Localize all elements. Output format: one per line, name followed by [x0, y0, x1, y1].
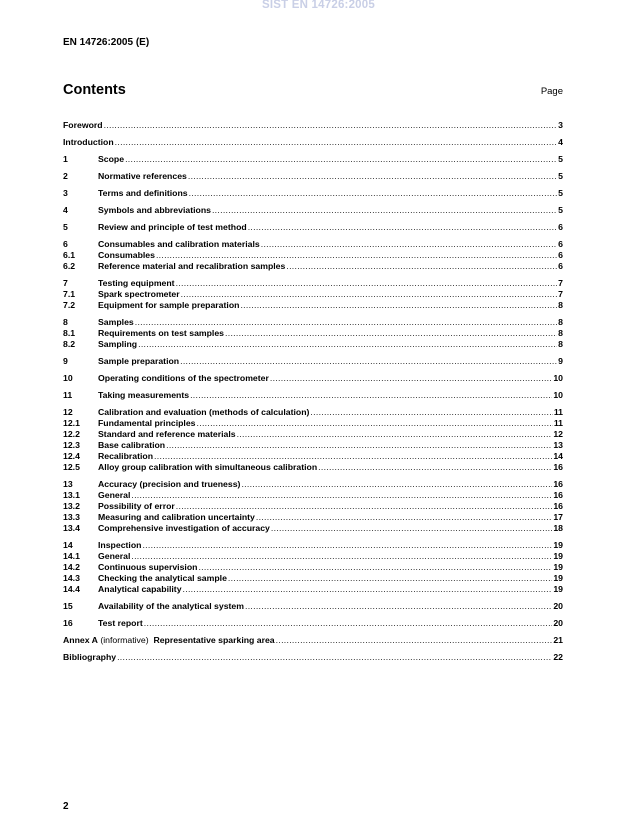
toc-entry-page: 8 — [558, 328, 563, 338]
document-id: EN 14726:2005 (E) — [63, 37, 150, 48]
toc-entry-number: 12.4 — [63, 451, 80, 461]
toc-entry-page: 14 — [553, 451, 563, 461]
toc-leader-dots — [310, 407, 552, 418]
toc-entry[interactable] — [63, 652, 563, 663]
toc-entry-number: 4 — [63, 205, 68, 215]
toc-entry-number: 15 — [63, 601, 73, 611]
toc-entry-number: 13.3 — [63, 512, 80, 522]
toc-entry[interactable] — [63, 501, 563, 512]
toc-entry-number: 13.2 — [63, 501, 80, 511]
toc-entry-number: 8.2 — [63, 339, 76, 349]
toc-leader-dots — [131, 551, 552, 562]
toc-entry-page: 9 — [558, 356, 563, 366]
toc-entry-number: 12.3 — [63, 440, 80, 450]
toc-entry-page: 8 — [558, 339, 563, 349]
toc-entry[interactable] — [63, 407, 563, 418]
toc-entry[interactable] — [63, 222, 563, 233]
toc-leader-dots — [135, 317, 557, 328]
toc-entry-title — [98, 278, 175, 289]
toc-entry[interactable] — [63, 120, 563, 131]
toc-entry-title — [98, 584, 182, 595]
toc-entry-page: 5 — [558, 188, 563, 198]
toc-entry-title — [98, 540, 141, 551]
table-of-contents — [63, 120, 563, 663]
toc-entry-title — [98, 501, 175, 512]
toc-entry-title-main: Possibility of error — [98, 501, 175, 511]
toc-entry-title-main: Availability of the analytical system — [98, 601, 244, 611]
toc-entry-title-main: Continuous supervision — [98, 562, 198, 572]
toc-leader-dots — [190, 390, 552, 401]
toc-entry-page: 6 — [558, 261, 563, 271]
toc-entry[interactable] — [63, 328, 563, 339]
toc-entry[interactable] — [63, 440, 563, 451]
toc-leader-dots — [286, 261, 557, 272]
toc-entry-page: 17 — [553, 512, 563, 522]
toc-entry-title — [98, 551, 130, 562]
toc-entry-page: 7 — [558, 278, 563, 288]
toc-leader-dots — [228, 573, 552, 584]
toc-entry-title-main: Calibration and evaluation (methods of calculation) — [98, 407, 310, 417]
toc-leader-dots — [276, 635, 553, 646]
toc-entry-title — [98, 188, 188, 199]
toc-entry-number: 13.4 — [63, 523, 80, 533]
toc-entry-title-main: Accuracy (precision and trueness) — [98, 479, 241, 489]
toc-entry-page: 10 — [553, 390, 563, 400]
toc-entry[interactable] — [63, 300, 563, 311]
toc-entry-number: 2 — [63, 171, 68, 181]
toc-entry-number: 6 — [63, 239, 68, 249]
toc-entry-title — [98, 300, 239, 311]
toc-leader-dots — [104, 120, 558, 131]
toc-entry-title-main: Analytical capability — [98, 584, 182, 594]
toc-entry-number: 3 — [63, 188, 68, 198]
toc-entry[interactable] — [63, 490, 563, 501]
toc-entry-number: 7.1 — [63, 289, 76, 299]
toc-entry-page: 16 — [553, 479, 563, 489]
toc-entry[interactable] — [63, 205, 563, 216]
toc-entry-title — [98, 250, 155, 261]
toc-entry-number: 7.2 — [63, 300, 76, 310]
toc-entry[interactable] — [63, 540, 563, 551]
toc-leader-dots — [240, 300, 557, 311]
toc-entry[interactable] — [63, 479, 563, 490]
toc-entry[interactable] — [63, 317, 563, 328]
toc-entry-page: 19 — [553, 540, 563, 550]
toc-entry-page: 21 — [553, 635, 563, 645]
toc-entry-title — [98, 328, 224, 339]
toc-leader-dots — [115, 137, 557, 148]
toc-entry-title-main: Bibliography — [63, 652, 117, 662]
toc-entry[interactable] — [63, 451, 563, 462]
toc-leader-dots — [125, 154, 557, 165]
toc-entry[interactable] — [63, 573, 563, 584]
toc-entry-title-main: Introduction — [63, 137, 114, 147]
toc-entry-title — [63, 652, 116, 663]
toc-leader-dots — [197, 418, 553, 429]
toc-entry-title — [98, 289, 180, 300]
toc-entry[interactable] — [63, 188, 563, 199]
toc-entry-title-main: Equipment for sample preparation — [98, 300, 240, 310]
toc-entry[interactable] — [63, 154, 563, 165]
toc-entry-title-main: Review and principle of test method — [98, 222, 247, 232]
toc-entry[interactable] — [63, 373, 563, 384]
toc-entry-title-main: Terms and definitions — [98, 188, 188, 198]
toc-entry-title — [98, 562, 197, 573]
toc-leader-dots — [188, 171, 557, 182]
toc-leader-dots — [248, 222, 557, 233]
toc-entry-page: 19 — [553, 551, 563, 561]
toc-leader-dots — [225, 328, 557, 339]
toc-entry-page: 12 — [553, 429, 563, 439]
toc-entry-title — [98, 618, 143, 629]
toc-entry-title-main: Operating conditions of the spectrometer — [98, 373, 269, 383]
toc-entry-title — [63, 137, 114, 148]
toc-leader-dots — [144, 618, 553, 629]
toc-entry-title-main: General — [98, 551, 131, 561]
toc-entry[interactable] — [63, 618, 563, 629]
toc-entry-title-main: Annex A — [63, 635, 98, 645]
toc-leader-dots — [154, 451, 552, 462]
page-number: 2 — [63, 801, 69, 812]
toc-leader-dots — [183, 584, 553, 595]
toc-leader-dots — [138, 339, 557, 350]
toc-entry[interactable] — [63, 239, 563, 250]
toc-entry-page: 4 — [558, 137, 563, 147]
toc-entry-title-main: Fundamental principles — [98, 418, 196, 428]
toc-entry-title — [98, 451, 153, 462]
toc-entry-page: 3 — [558, 120, 563, 130]
toc-entry[interactable] — [63, 562, 563, 573]
toc-leader-dots — [212, 205, 557, 216]
toc-entry[interactable] — [63, 523, 563, 534]
toc-entry-number: 5 — [63, 222, 68, 232]
toc-entry-number: 12.1 — [63, 418, 80, 428]
toc-entry-title — [98, 373, 269, 384]
toc-entry-number: 10 — [63, 373, 73, 383]
toc-leader-dots — [166, 440, 552, 451]
toc-entry-title-main: Normative references — [98, 171, 187, 181]
toc-entry-number: 12.2 — [63, 429, 80, 439]
toc-leader-dots — [176, 278, 558, 289]
toc-entry[interactable] — [63, 339, 563, 350]
toc-entry-page: 16 — [553, 501, 563, 511]
toc-entry-page: 19 — [553, 584, 563, 594]
toc-leader-dots — [261, 239, 557, 250]
toc-entry-title-main: Sampling — [98, 339, 138, 349]
toc-entry-title-main: Scope — [98, 154, 125, 164]
toc-entry-title-main: Symbols and abbreviations — [98, 205, 211, 215]
toc-entry-title — [98, 239, 260, 250]
toc-entry-title — [98, 440, 165, 451]
toc-entry-number: 14.1 — [63, 551, 80, 561]
toc-entry-page: 5 — [558, 205, 563, 215]
toc-entry-title — [98, 390, 189, 401]
toc-entry-page: 5 — [558, 154, 563, 164]
toc-entry-title — [98, 339, 137, 350]
toc-leader-dots — [241, 479, 552, 490]
toc-entry-number: 12.5 — [63, 462, 80, 472]
toc-leader-dots — [142, 540, 552, 551]
toc-entry-number: 11 — [63, 390, 73, 400]
toc-entry-title-main: Recalibration — [98, 451, 154, 461]
toc-entry-title-main: Measuring and calibration uncertainty — [98, 512, 255, 522]
toc-entry-title — [63, 635, 275, 646]
toc-entry[interactable] — [63, 551, 563, 562]
toc-entry-title — [98, 261, 285, 272]
toc-entry-title-main: Testing equipment — [98, 278, 175, 288]
toc-entry-title — [98, 418, 196, 429]
toc-entry-title — [98, 490, 130, 501]
toc-entry-title — [98, 356, 179, 367]
toc-entry-number: 8.1 — [63, 328, 76, 338]
toc-leader-dots — [198, 562, 552, 573]
toc-entry-number: 13.1 — [63, 490, 80, 500]
toc-leader-dots — [189, 188, 558, 199]
toc-entry-page: 6 — [558, 250, 563, 260]
toc-leader-dots — [117, 652, 552, 663]
toc-entry-title — [98, 171, 187, 182]
toc-entry[interactable] — [63, 171, 563, 182]
toc-entry-title — [63, 120, 103, 131]
toc-entry-page: 8 — [558, 317, 563, 327]
toc-leader-dots — [245, 601, 552, 612]
toc-entry[interactable] — [63, 390, 563, 401]
toc-leader-dots — [156, 250, 557, 261]
toc-entry[interactable] — [63, 289, 563, 300]
toc-entry-title-main: Base calibration — [98, 440, 166, 450]
toc-entry-page: 11 — [553, 418, 563, 428]
toc-entry-page: 18 — [553, 523, 563, 533]
toc-leader-dots — [271, 523, 552, 534]
toc-entry-number: 13 — [63, 479, 73, 489]
toc-entry-title — [98, 154, 124, 165]
toc-entry-title-main: Consumables and calibration materials — [98, 239, 260, 249]
toc-entry-title-main: Test report — [98, 618, 143, 628]
toc-entry-page: 6 — [558, 222, 563, 232]
toc-leader-dots — [181, 289, 558, 300]
toc-entry-title-main: Requirements on test samples — [98, 328, 225, 338]
toc-entry-number: 1 — [63, 154, 68, 164]
toc-entry-page: 20 — [553, 601, 563, 611]
toc-entry-title-main: Foreword — [63, 120, 103, 130]
toc-entry[interactable] — [63, 418, 563, 429]
toc-entry-page: 6 — [558, 239, 563, 249]
toc-entry-title — [98, 512, 255, 523]
toc-entry-title — [98, 205, 211, 216]
toc-entry-page: 11 — [553, 407, 563, 417]
toc-leader-dots — [180, 356, 557, 367]
toc-entry-title-main: Inspection — [98, 540, 142, 550]
toc-entry-number: 12 — [63, 407, 73, 417]
toc-entry[interactable] — [63, 261, 563, 272]
toc-entry-title-main: Reference material and recalibration samples — [98, 261, 286, 271]
toc-entry-number: 7 — [63, 278, 68, 288]
toc-entry-title-main: Comprehensive investigation of accuracy — [98, 523, 270, 533]
toc-entry-title — [98, 407, 309, 418]
toc-entry-title — [98, 601, 244, 612]
toc-entry-number: 14 — [63, 540, 73, 550]
toc-entry-number: 6.1 — [63, 250, 76, 260]
toc-entry[interactable] — [63, 601, 563, 612]
toc-entry-number: 9 — [63, 356, 68, 366]
toc-entry-page: 7 — [558, 289, 563, 299]
toc-entry-title-main: Sample preparation — [98, 356, 180, 366]
toc-entry-page: 19 — [553, 573, 563, 583]
toc-entry-page: 8 — [558, 300, 563, 310]
toc-entry-title — [98, 317, 134, 328]
toc-entry-page: 16 — [553, 462, 563, 472]
toc-entry-page: 16 — [553, 490, 563, 500]
toc-entry-title-main: Consumables — [98, 250, 155, 260]
toc-entry[interactable] — [63, 250, 563, 261]
toc-entry-title-main: General — [98, 490, 131, 500]
toc-entry-title — [98, 573, 227, 584]
toc-leader-dots — [270, 373, 552, 384]
toc-leader-dots — [256, 512, 552, 523]
toc-entry[interactable] — [63, 356, 563, 367]
toc-entry-number: 6.2 — [63, 261, 76, 271]
toc-entry-title-main: Alloy group calibration with simultaneous calibration — [98, 462, 318, 472]
toc-entry-title-main: Taking measurements — [98, 390, 190, 400]
toc-entry-number: 14.4 — [63, 584, 80, 594]
watermark: SIST EN 14726:2005 — [262, 0, 375, 11]
toc-entry[interactable] — [63, 278, 563, 289]
toc-leader-dots — [176, 501, 553, 512]
toc-entry-title — [98, 429, 236, 440]
toc-entry-title-main: Standard and reference materials — [98, 429, 236, 439]
toc-entry-page: 10 — [553, 373, 563, 383]
page-title: Contents — [63, 82, 126, 98]
toc-entry-page: 22 — [553, 652, 563, 662]
toc-entry-page: 20 — [553, 618, 563, 628]
toc-entry-number: 14.3 — [63, 573, 80, 583]
page-column-label: Page — [540, 86, 563, 97]
toc-entry-title-main: Spark spectrometer — [98, 289, 180, 299]
toc-entry[interactable] — [63, 429, 563, 440]
toc-entry-page: 5 — [558, 171, 563, 181]
toc-entry-number: 14.2 — [63, 562, 80, 572]
toc-entry-title — [98, 222, 247, 233]
toc-entry-title — [98, 523, 270, 534]
toc-entry-title-main: Checking the analytical sample — [98, 573, 227, 583]
toc-entry-number: 8 — [63, 317, 68, 327]
toc-entry-title — [98, 462, 317, 473]
toc-entry[interactable] — [63, 635, 563, 646]
toc-leader-dots — [131, 490, 552, 501]
toc-entry-page: 13 — [553, 440, 563, 450]
toc-entry-page: 19 — [553, 562, 563, 572]
toc-leader-dots — [318, 462, 552, 473]
toc-entry-title-main: Samples — [98, 317, 134, 327]
toc-entry[interactable] — [63, 137, 563, 148]
toc-entry[interactable] — [63, 512, 563, 523]
toc-leader-dots — [237, 429, 553, 440]
toc-entry-title — [98, 479, 240, 490]
toc-entry-title-rest: Representative sparking area — [153, 635, 275, 645]
toc-entry-title-qualifier: (informative) — [97, 635, 154, 645]
toc-entry-number: 16 — [63, 618, 73, 628]
toc-entry[interactable] — [63, 584, 563, 595]
toc-entry[interactable] — [63, 462, 563, 473]
